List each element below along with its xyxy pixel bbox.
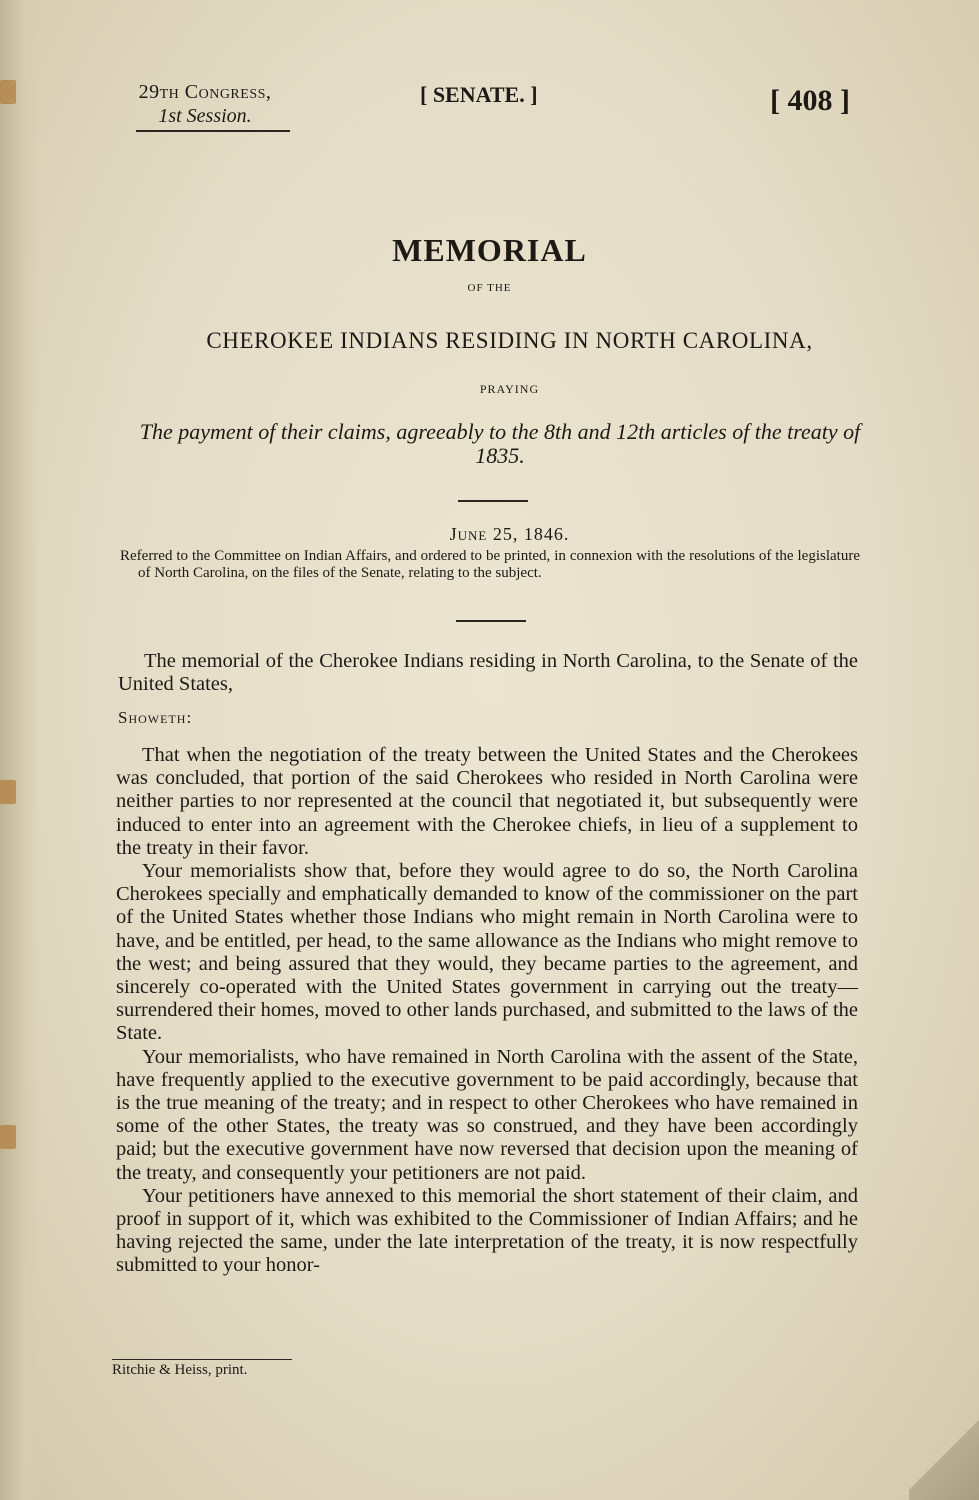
document-date: June 25, 1846.: [449, 524, 570, 544]
printer-rule: [112, 1359, 292, 1360]
section-divider: [456, 620, 526, 622]
showeth-label: Showeth:: [118, 708, 193, 727]
paper-stain: [0, 80, 16, 104]
praying-label: PRAYING: [479, 382, 540, 396]
document-purpose: The payment of their claims, agreeably to the 8th and 12th articles of the treaty of 1835.: [139, 419, 861, 468]
document-number: [ 408 ]: [770, 84, 850, 117]
section-divider: [458, 500, 528, 502]
paper-stain: [0, 780, 16, 804]
congress-label: 29th Congress,: [138, 81, 272, 103]
memorial-address: The memorial of the Cherokee Indians residing in North Carolina, to the Senate of the United States,: [118, 650, 858, 695]
of-the-label: OF THE: [467, 282, 512, 294]
body-paragraph: Your memorialists, who have remained in North Carolina with the assent of the State, have frequently applied to the executive government to be paid accordingly, because that is the true meaning of the treaty; and in respect to other Cherokees who have remained in some of the other States, the treaty was so construed, and they have been accordingly paid; but the executive government have now reversed that decision upon the meaning of the treaty, and consequently your petitioners are not paid.: [116, 1045, 858, 1184]
folded-corner: [909, 1410, 979, 1500]
referral-text: Referred to the Committee on Indian Affairs, and ordered to be printed, in connexion with the resolutions of the legislature of North Carolina, on the files of the Senate, relating to the subject.: [120, 548, 860, 581]
document-subject: CHEROKEE INDIANS RESIDING IN NORTH CAROLINA,: [206, 328, 813, 353]
body-paragraph: Your petitioners have annexed to this memorial the short statement of their claim, and proof in support of it, which was exhibited to the Commissioner of Indian Affairs; and he having rejected the same, under the late interpretation of the treaty, it is now respectfully submitted to your honor-: [116, 1184, 858, 1277]
session-header: [120, 80, 290, 128]
printer-imprint: Ritchie & Heiss, print.: [112, 1362, 248, 1378]
header-rule: [136, 130, 290, 132]
referral-note: [120, 548, 860, 582]
session-label: 1st Session.: [158, 105, 252, 127]
body-paragraph: That when the negotiation of the treaty between the United States and the Cherokees was concluded, that portion of the said Cherokees who resided in North Carolina were neither parties to nor represented at the council that negotiated it, but subsequently were induced to enter into an agreement with the Cherokee chiefs, in lieu of a supplement to the treaty in their favor.: [116, 744, 858, 859]
body-paragraph: Your memorialists show that, before they would agree to do so, the North Carolina Cherokees specially and emphatically demanded to know of the commissioner on the part of the United States whether those Indians who might remain in North Carolina were to have, and be entitled, per head, to the same allowance as the Indians who might remove to the west; and being assured that they would, they became parties to the agreement, and sincerely co-operated with the United States government in carrying out the treaty—surrendered their homes, moved to other lands purchased, and submitted to the laws of the State.: [116, 860, 858, 1045]
memorial-body: [116, 744, 858, 1278]
page-edge: [0, 0, 40, 1500]
document-title: MEMORIAL: [392, 232, 587, 268]
chamber-label: [ SENATE. ]: [420, 82, 538, 107]
paper-stain: [0, 1125, 16, 1149]
